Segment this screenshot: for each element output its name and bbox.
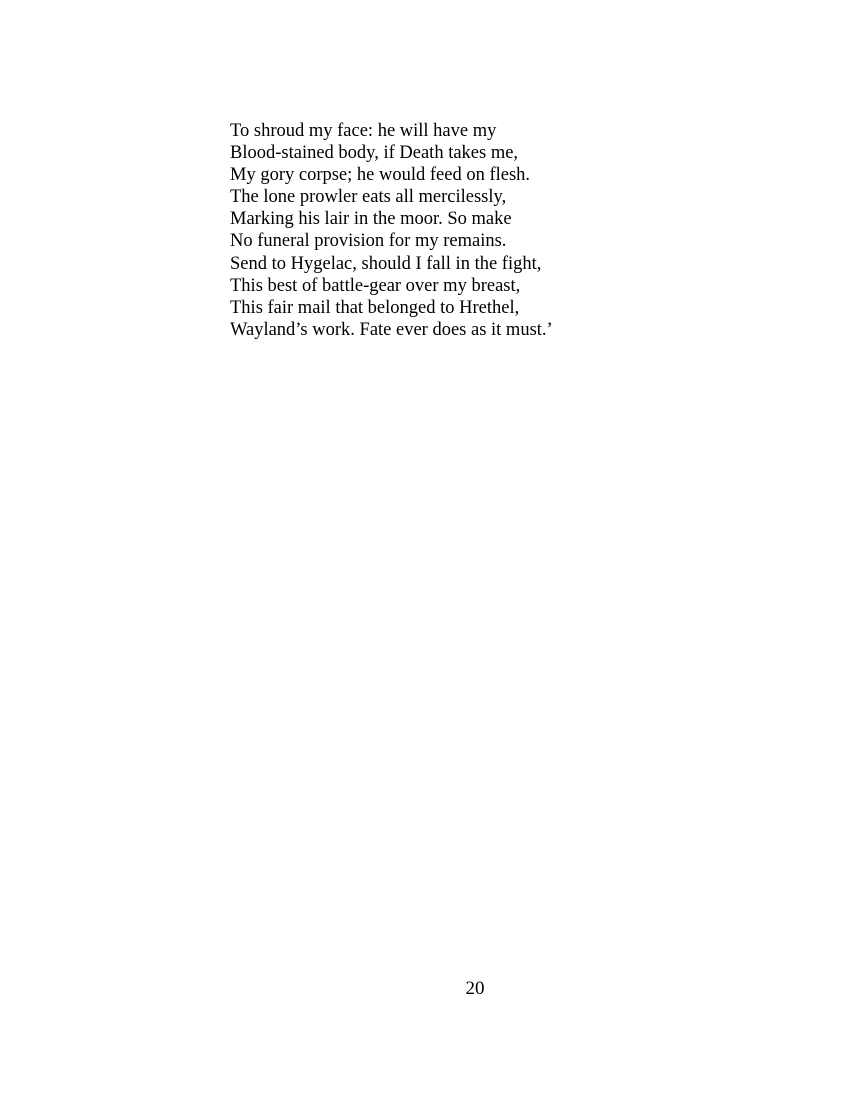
poem-text-block (230, 120, 790, 341)
poem-line: Wayland’s work. Fate ever does as it must.’ (230, 319, 553, 340)
poem-line: The lone prowler eats all mercilessly, (230, 187, 507, 208)
poem-line: This best of battle-gear over my breast, (230, 275, 521, 296)
page-number: 20 (465, 978, 485, 999)
poem-line: To shroud my face: he will have my (230, 121, 497, 141)
poem-line: No funeral provision for my remains. (230, 231, 507, 252)
poem-line: This fair mail that belonged to Hrethel, (230, 297, 520, 318)
poem-line: Marking his lair in the moor. So make (230, 209, 512, 230)
poem-line: My gory corpse; he would feed on flesh. (230, 165, 531, 186)
poem-line: Send to Hygelac, should I fall in the fight, (230, 253, 542, 274)
poem-line: Blood-stained body, if Death takes me, (230, 143, 519, 164)
